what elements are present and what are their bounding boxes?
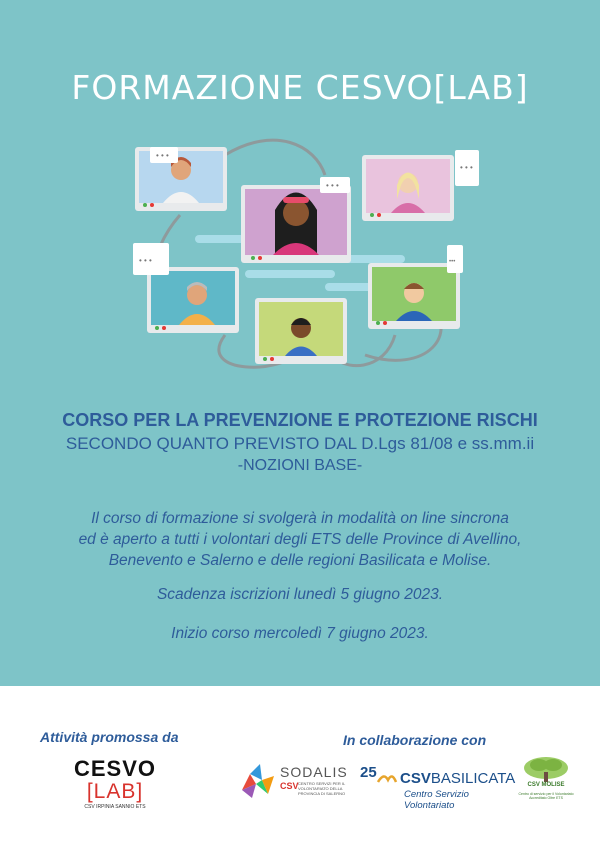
participant-screen-2 bbox=[241, 185, 351, 263]
sodalis-csv: CSV bbox=[280, 781, 299, 791]
sodalis-csv-logo bbox=[238, 760, 350, 800]
chat-bubble-4 bbox=[133, 243, 169, 275]
molise-tagline: Centro di servizio per il Volontariato Accreditato Oltre ETS bbox=[518, 792, 574, 800]
description-line: Il corso di formazione si svolgerà in modalità on line sincrona bbox=[91, 510, 509, 527]
participant-screen-6 bbox=[368, 263, 460, 329]
basilicata-icon bbox=[376, 770, 398, 792]
description-line: Benevento e Salerno e delle regioni Basilicata e Molise. bbox=[108, 552, 492, 569]
participant-screen-3 bbox=[362, 155, 454, 221]
participant-screen-5 bbox=[255, 298, 347, 364]
participant-screen-4 bbox=[147, 267, 239, 333]
svg-text:•••: ••• bbox=[449, 259, 456, 265]
anniversary-number: 25 bbox=[360, 764, 377, 781]
cesvo-logo-tagline: CSV IRPINIA SANNIO ETS bbox=[84, 804, 146, 810]
cesvo-lab-logo bbox=[70, 756, 160, 810]
page-title: FORMAZIONE CESVO[LAB] bbox=[71, 68, 529, 107]
svg-text:• • •: • • • bbox=[139, 256, 152, 265]
participant-screen-1 bbox=[135, 147, 227, 211]
registration-deadline: Scadenza iscrizioni lunedì 5 giugno 2023. bbox=[156, 586, 444, 603]
svg-text:• • •: • • • bbox=[326, 181, 339, 190]
promoted-by-label: Attività promossa da bbox=[40, 729, 179, 745]
basilicata-name: CSVBASILICATA bbox=[400, 770, 516, 787]
svg-text:• • •: • • • bbox=[156, 151, 169, 160]
basilicata-tagline: Centro Servizio Volontariato bbox=[404, 789, 469, 811]
course-start-date: Inizio corso mercoledì 7 giugno 2023. bbox=[171, 625, 429, 642]
course-description bbox=[30, 508, 570, 571]
course-title: CORSO PER LA PREVENZIONE E PROTEZIONE RISCHI bbox=[62, 410, 538, 430]
collaboration-label: In collaborazione con bbox=[343, 732, 487, 748]
csv-basilicata-logo bbox=[360, 764, 516, 811]
cesvo-logo-word: CESVO bbox=[73, 756, 157, 781]
footer-section bbox=[0, 686, 600, 849]
molise-name: CSV MOLISE bbox=[527, 782, 565, 788]
cesvo-logo-lab: [LAB] bbox=[86, 780, 144, 803]
svg-text:• • •: • • • bbox=[460, 163, 473, 172]
chat-bubble-5 bbox=[447, 245, 463, 273]
sodalis-tagline: CENTRO SERVIZI PER IL VOLONTARIATO DELLA PROVINCIA DI SALERNO bbox=[298, 781, 346, 796]
csv-molise-logo bbox=[515, 756, 577, 810]
sodalis-icon bbox=[238, 760, 278, 800]
course-level: -NOZIONI BASE- bbox=[237, 457, 363, 474]
description-line: ed è aperto a tutti i volontari degli ETS delle Province di Avellino, bbox=[78, 531, 522, 548]
chat-bubble-3 bbox=[455, 150, 479, 186]
chat-bubble-2 bbox=[320, 177, 350, 193]
course-heading bbox=[0, 410, 600, 475]
sodalis-name: SODALIS bbox=[280, 764, 348, 780]
video-call-illustration bbox=[125, 135, 485, 370]
molise-tree-icon bbox=[515, 756, 577, 782]
course-subtitle: SECONDO QUANTO PREVISTO DAL D.Lgs 81/08 e ss.mm.ii bbox=[65, 434, 535, 453]
chat-bubble-1 bbox=[150, 147, 178, 163]
